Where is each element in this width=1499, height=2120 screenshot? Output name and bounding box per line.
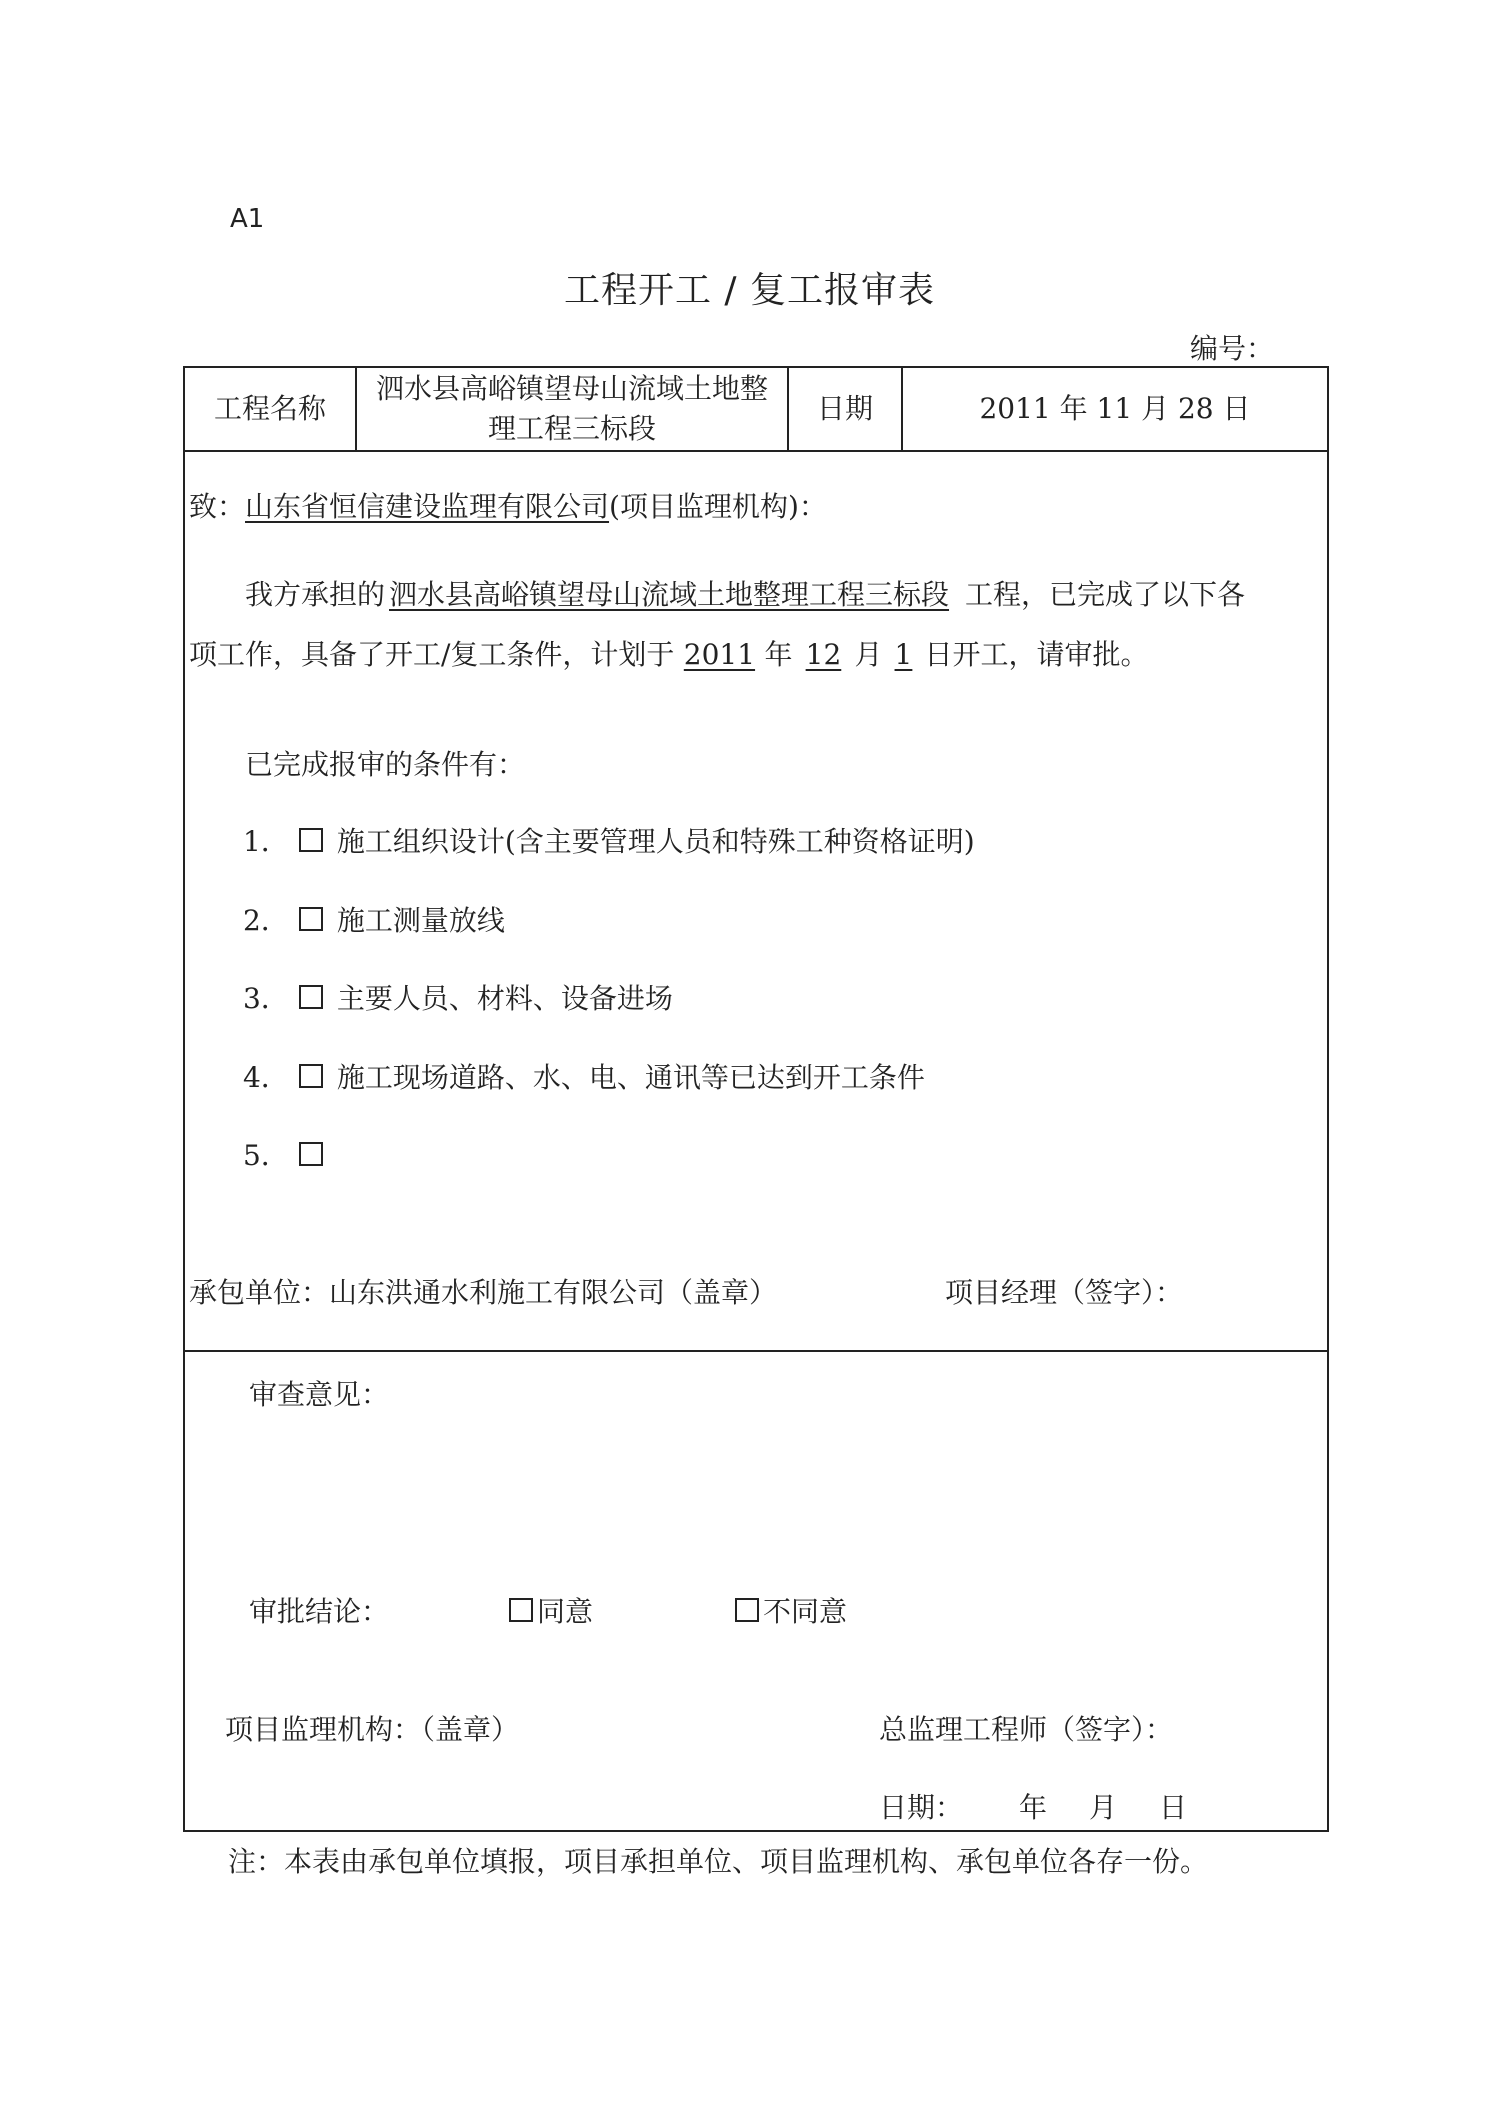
table-divider — [355, 368, 357, 450]
statement-project-name: 泗水县高峪镇望母山流域土地整理工程三标段 — [389, 578, 950, 611]
condition-text: 施工测量放线 — [336, 904, 505, 937]
supervisor-company: 山东省恒信建设监理有限公司 — [245, 490, 610, 523]
page-title: 工程开工 / 复工报审表 — [563, 270, 936, 311]
condition-text: 施工现场道路、水、电、通讯等已达到开工条件 — [336, 1061, 925, 1094]
review-date-label: 日期： — [879, 1791, 964, 1824]
contractor-name: 山东洪通水利施工有限公司 — [329, 1276, 666, 1309]
project-name-label: 工程名称 — [213, 392, 326, 425]
table-divider — [185, 450, 1327, 452]
review-opinion-label: 审查意见： — [249, 1378, 390, 1411]
condition-item-3 — [243, 977, 673, 1017]
table-divider — [185, 1350, 1327, 1352]
date-label: 日期 — [816, 392, 873, 425]
statement-line-1 — [245, 573, 1245, 613]
supervision-agency-seal-label: 项目监理机构：（盖章） — [225, 1713, 520, 1746]
month-label: 月 — [854, 638, 883, 671]
condition-number: 1． — [243, 825, 289, 858]
condition-item-2 — [243, 899, 505, 939]
condition-checkbox[interactable] — [299, 985, 323, 1009]
condition-number: 5． — [243, 1139, 289, 1172]
review-month-label: 月 — [1089, 1791, 1118, 1824]
review-date-line — [879, 1786, 1187, 1826]
condition-number: 3． — [243, 982, 289, 1015]
addressee-suffix: (项目监理机构)： — [609, 490, 827, 523]
table-divider — [787, 368, 789, 450]
statement-text: 工程，已完成了以下各 — [965, 578, 1246, 611]
agree-label: 同意 — [537, 1595, 594, 1628]
date-value: 2011 年 11 月 28 日 — [979, 392, 1251, 425]
addressee-prefix: 致： — [189, 490, 246, 523]
review-day-label: 日 — [1159, 1791, 1188, 1824]
disagree-checkbox[interactable] — [735, 1598, 759, 1622]
table-divider — [901, 368, 903, 450]
condition-text: 主要人员、材料、设备进场 — [336, 982, 673, 1015]
condition-number: 2． — [243, 904, 289, 937]
condition-number: 4． — [243, 1061, 289, 1094]
statement-text: 日开工，请审批。 — [924, 638, 1149, 671]
statement-text: 项工作，具备了开工/复工条件，计划于 — [189, 638, 675, 671]
statement-line-2 — [189, 633, 1148, 673]
condition-checkbox[interactable] — [299, 1064, 323, 1088]
plan-day: 1 — [894, 638, 913, 671]
condition-item-4 — [243, 1056, 925, 1096]
agree-checkbox[interactable] — [509, 1598, 533, 1622]
serial-number-label: 编号： — [1190, 332, 1275, 365]
footnote: 注：本表由承包单位填报，项目承担单位、项目监理机构、承包单位各存一份。 — [228, 1845, 1209, 1878]
plan-month: 12 — [805, 638, 842, 671]
condition-text: 施工组织设计(含主要管理人员和特殊工种资格证明) — [336, 825, 975, 858]
agree-option[interactable] — [509, 1590, 593, 1630]
statement-text: 我方承担的 — [245, 578, 386, 611]
plan-year: 2011 — [683, 638, 756, 671]
condition-checkbox[interactable] — [299, 907, 323, 931]
project-name-value: 泗水县高峪镇望母山流域土地整理工程三标段 — [375, 372, 768, 445]
form-table — [183, 366, 1329, 1832]
disagree-option[interactable] — [735, 1590, 847, 1630]
disagree-label: 不同意 — [763, 1595, 848, 1628]
condition-item-5 — [243, 1134, 337, 1174]
review-year-label: 年 — [1019, 1791, 1048, 1824]
condition-checkbox[interactable] — [299, 1142, 323, 1166]
chief-engineer-signature-label: 总监理工程师（签字）： — [879, 1713, 1174, 1746]
condition-checkbox[interactable] — [299, 828, 323, 852]
contractor-line — [189, 1271, 777, 1311]
year-label: 年 — [764, 638, 793, 671]
conditions-heading: 已完成报审的条件有： — [245, 748, 526, 781]
contractor-seal-label: （盖章） — [665, 1276, 778, 1309]
form-code: A1 — [230, 204, 265, 234]
contractor-label: 承包单位： — [189, 1276, 330, 1309]
approval-conclusion-label: 审批结论： — [249, 1595, 390, 1628]
condition-item-1 — [243, 820, 975, 860]
addressee-line — [189, 485, 827, 525]
project-manager-signature-label: 项目经理（签字）： — [945, 1276, 1184, 1309]
